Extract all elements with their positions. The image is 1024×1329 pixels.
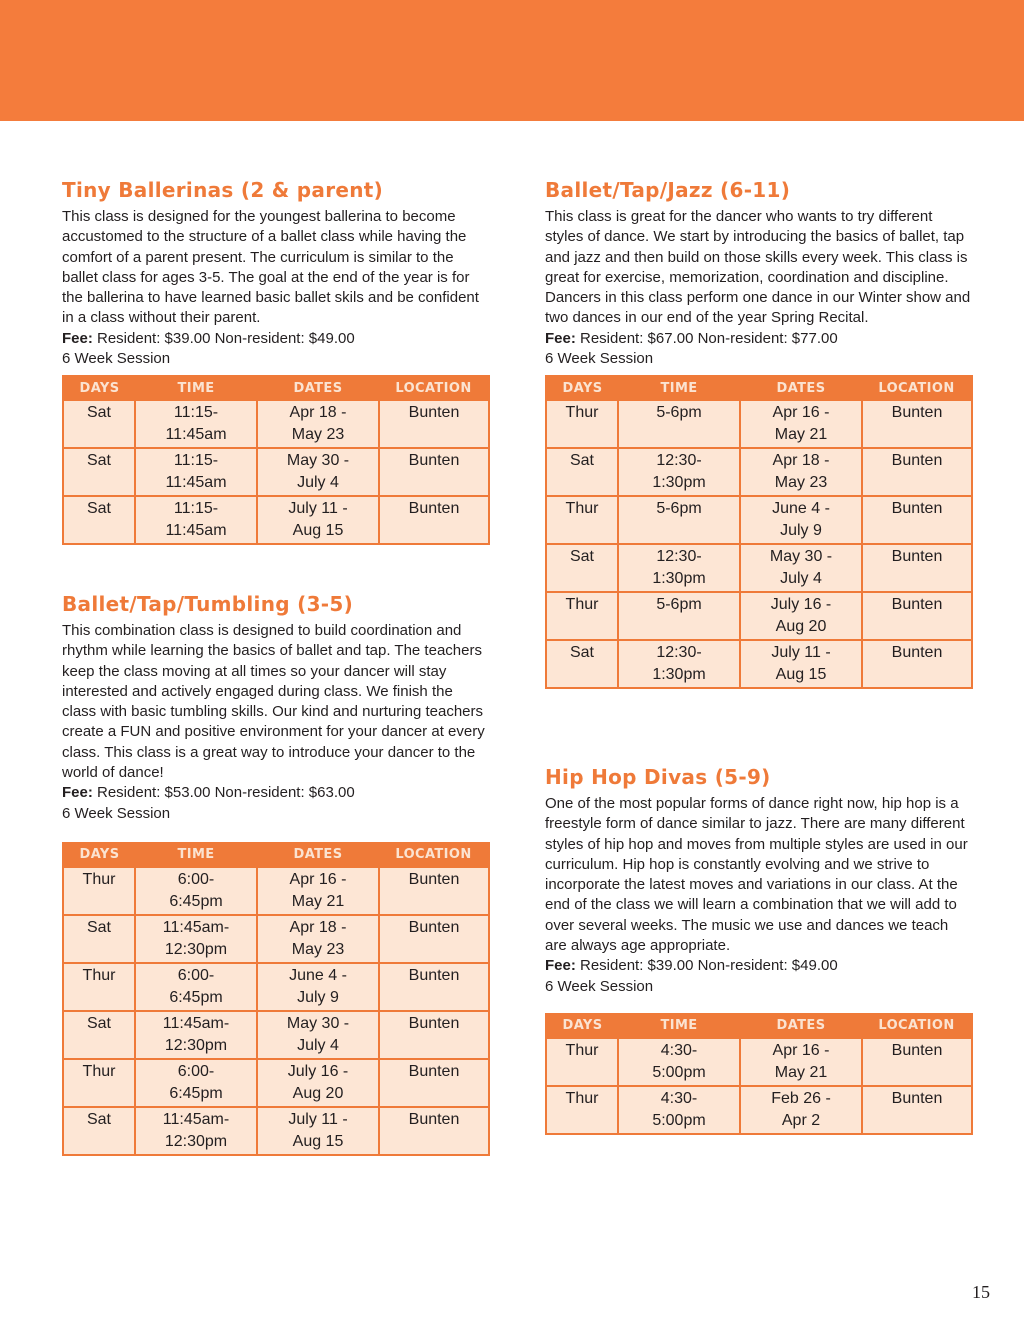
time-cell: 4:30- 5:00pm: [618, 1086, 740, 1134]
location-cell: Bunten: [379, 1059, 489, 1107]
day-cell: Sat: [546, 544, 618, 592]
table-row: [63, 1059, 489, 1107]
section-title: Tiny Ballerinas (2 & parent): [62, 178, 384, 202]
table-header-row: [546, 376, 972, 400]
table-row: [63, 1107, 489, 1155]
section-description: One of the most popular forms of dance right now, hip hop is a freestyle form of dance similar to jazz. There are many different styles of hip hop and moves from multiple styles are used in our curriculum. Hip hop is constantly evolving and we strive to incorporate the latest moves and variations in our class. At the end of the class we will learn a combination that we will add to over several weeks. The music we use and dances we teach are always age appropriate.: [545, 795, 968, 955]
dates-cell: Apr 16 - May 21: [740, 400, 862, 448]
section-title: Ballet/Tap/Jazz (6-11): [545, 178, 791, 202]
day-cell: Sat: [546, 448, 618, 496]
location-cell: Bunten: [862, 640, 972, 688]
location-cell: Bunten: [862, 1086, 972, 1134]
table-header-row: [63, 843, 489, 867]
location-cell: Bunten: [379, 963, 489, 1011]
day-cell: Sat: [546, 640, 618, 688]
fee-text: Resident: $39.00 Non-resident: $49.00: [575, 957, 838, 975]
section-title: Hip Hop Divas (5-9): [545, 765, 771, 789]
time-cell: 11:45am- 12:30pm: [135, 1107, 257, 1155]
table-row: [546, 1086, 972, 1134]
location-cell: Bunten: [379, 867, 489, 915]
time-cell: 5-6pm: [618, 592, 740, 640]
section-tiny-ballerinas: [62, 177, 488, 545]
fee-text: Resident: $39.00 Non-resident: $49.00: [92, 329, 355, 347]
column-header-dates: DATES: [740, 376, 862, 400]
location-cell: Bunten: [862, 400, 972, 448]
day-cell: Thur: [546, 592, 618, 640]
section-hip-hop-divas: [545, 764, 971, 1135]
column-header-location: LOCATION: [379, 376, 489, 400]
time-cell: 11:15- 11:45am: [135, 400, 257, 448]
time-cell: 5-6pm: [618, 400, 740, 448]
schedule-table: [62, 375, 490, 545]
column-header-days: DAYS: [546, 376, 618, 400]
column-header-location: LOCATION: [862, 376, 972, 400]
day-cell: Thur: [63, 867, 135, 915]
time-cell: 12:30- 1:30pm: [618, 640, 740, 688]
table-row: [546, 1038, 972, 1086]
table-row: [546, 496, 972, 544]
column-header-days: DAYS: [63, 376, 135, 400]
day-cell: Sat: [63, 448, 135, 496]
day-cell: Sat: [63, 400, 135, 448]
day-cell: Sat: [63, 1011, 135, 1059]
dates-cell: Feb 26 - Apr 2: [740, 1086, 862, 1134]
column-header-time: TIME: [618, 1014, 740, 1038]
schedule-table: [545, 375, 973, 689]
dates-cell: Apr 16 - May 21: [740, 1038, 862, 1086]
session-line: 6 Week Session: [62, 350, 171, 368]
location-cell: Bunten: [379, 400, 489, 448]
location-cell: Bunten: [379, 496, 489, 544]
dates-cell: Apr 18 - May 23: [257, 400, 379, 448]
dates-cell: July 11 - Aug 15: [257, 1107, 379, 1155]
schedule-table: [62, 842, 490, 1156]
day-cell: Sat: [63, 915, 135, 963]
table-row: [63, 400, 489, 448]
dates-cell: July 11 - Aug 15: [740, 640, 862, 688]
schedule-table: [545, 1013, 973, 1135]
column-header-time: TIME: [618, 376, 740, 400]
dates-cell: July 16 - Aug 20: [257, 1059, 379, 1107]
dates-cell: May 30 - July 4: [740, 544, 862, 592]
location-cell: Bunten: [862, 592, 972, 640]
table-row: [63, 448, 489, 496]
table-header-row: [63, 376, 489, 400]
column-header-time: TIME: [135, 843, 257, 867]
time-cell: 12:30- 1:30pm: [618, 544, 740, 592]
table-row: [63, 963, 489, 1011]
page-number: 15: [972, 1282, 990, 1302]
time-cell: 11:45am- 12:30pm: [135, 1011, 257, 1059]
time-cell: 5-6pm: [618, 496, 740, 544]
table-header-row: [546, 1014, 972, 1038]
table-row: [546, 400, 972, 448]
section-description: This class is great for the dancer who wants to try different styles of dance. We start by introducing the basics of ballet, tap and jazz and then build on those skills every week. This class is great for exercise, memorization, coordination and discipline. Dancers in this class perform one dance in our Winter show and two dances in our end of the year Spring Recital.: [545, 208, 971, 327]
time-cell: 6:00- 6:45pm: [135, 963, 257, 1011]
dates-cell: June 4 - July 9: [257, 963, 379, 1011]
time-cell: 6:00- 6:45pm: [135, 1059, 257, 1107]
fee-text: Resident: $67.00 Non-resident: $77.00: [575, 329, 838, 347]
fee-label: Fee:: [545, 957, 576, 975]
dates-cell: Apr 18 - May 23: [740, 448, 862, 496]
day-cell: Thur: [546, 400, 618, 448]
dates-cell: July 11 - Aug 15: [257, 496, 379, 544]
section-ballet-tap-tumbling: [62, 591, 488, 1156]
location-cell: Bunten: [379, 1107, 489, 1155]
fee-label: Fee:: [62, 784, 93, 802]
fee-label: Fee:: [62, 329, 93, 347]
section-title: Ballet/Tap/Tumbling (3-5): [62, 592, 354, 616]
section-description: This combination class is designed to build coordination and rhythm while learning the basics of ballet and tap. The teachers keep the class moving at all times so your dancer will stay interested and actively engaged during class. We finish the class with basic tumbling skills. Our kind and nurturing teachers create a FUN and positive environment for your dancer at every class. This class is a great way to introduce your dancer to the world of dance!: [62, 622, 485, 782]
session-line: 6 Week Session: [545, 977, 654, 995]
dates-cell: May 30 - July 4: [257, 1011, 379, 1059]
column-header-days: DAYS: [546, 1014, 618, 1038]
column-header-time: TIME: [135, 376, 257, 400]
time-cell: 6:00- 6:45pm: [135, 867, 257, 915]
table-row: [63, 915, 489, 963]
section-description: This class is designed for the youngest ballerina to become accustomed to the structure of a ballet class while having the comfort of a parent present. The curriculum is similar to the ballet class for ages 3-5. The goal at the end of the year is for the ballerina to have learned basic ballet skils and be confident in a class without their parent.: [62, 208, 479, 327]
table-row: [63, 867, 489, 915]
location-cell: Bunten: [862, 496, 972, 544]
location-cell: Bunten: [862, 544, 972, 592]
dates-cell: July 16 - Aug 20: [740, 592, 862, 640]
table-row: [63, 496, 489, 544]
table-row: [546, 640, 972, 688]
header-banner: [0, 0, 1024, 121]
location-cell: Bunten: [862, 448, 972, 496]
location-cell: Bunten: [379, 1011, 489, 1059]
fee-line: [545, 956, 971, 976]
fee-line: [62, 783, 488, 803]
column-header-dates: DATES: [740, 1014, 862, 1038]
time-cell: 4:30- 5:00pm: [618, 1038, 740, 1086]
table-row: [546, 544, 972, 592]
table-row: [546, 592, 972, 640]
location-cell: Bunten: [379, 915, 489, 963]
fee-text: Resident: $53.00 Non-resident: $63.00: [92, 784, 355, 802]
day-cell: Thur: [546, 1038, 618, 1086]
dates-cell: Apr 18 - May 23: [257, 915, 379, 963]
column-header-dates: DATES: [257, 376, 379, 400]
fee-label: Fee:: [545, 329, 576, 347]
table-row: [546, 448, 972, 496]
day-cell: Sat: [63, 1107, 135, 1155]
time-cell: 12:30- 1:30pm: [618, 448, 740, 496]
location-cell: Bunten: [862, 1038, 972, 1086]
column-header-location: LOCATION: [862, 1014, 972, 1038]
session-line: 6 Week Session: [545, 350, 654, 368]
time-cell: 11:15- 11:45am: [135, 496, 257, 544]
column-header-location: LOCATION: [379, 843, 489, 867]
column-header-dates: DATES: [257, 843, 379, 867]
day-cell: Sat: [63, 496, 135, 544]
dates-cell: June 4 - July 9: [740, 496, 862, 544]
day-cell: Thur: [63, 1059, 135, 1107]
day-cell: Thur: [546, 1086, 618, 1134]
session-line: 6 Week Session: [62, 804, 171, 822]
dates-cell: Apr 16 - May 21: [257, 867, 379, 915]
fee-line: [545, 329, 971, 349]
dates-cell: May 30 - July 4: [257, 448, 379, 496]
location-cell: Bunten: [379, 448, 489, 496]
column-header-days: DAYS: [63, 843, 135, 867]
time-cell: 11:15- 11:45am: [135, 448, 257, 496]
fee-line: [62, 329, 488, 349]
section-ballet-tap-jazz: [545, 177, 971, 689]
day-cell: Thur: [546, 496, 618, 544]
time-cell: 11:45am- 12:30pm: [135, 915, 257, 963]
table-row: [63, 1011, 489, 1059]
day-cell: Thur: [63, 963, 135, 1011]
